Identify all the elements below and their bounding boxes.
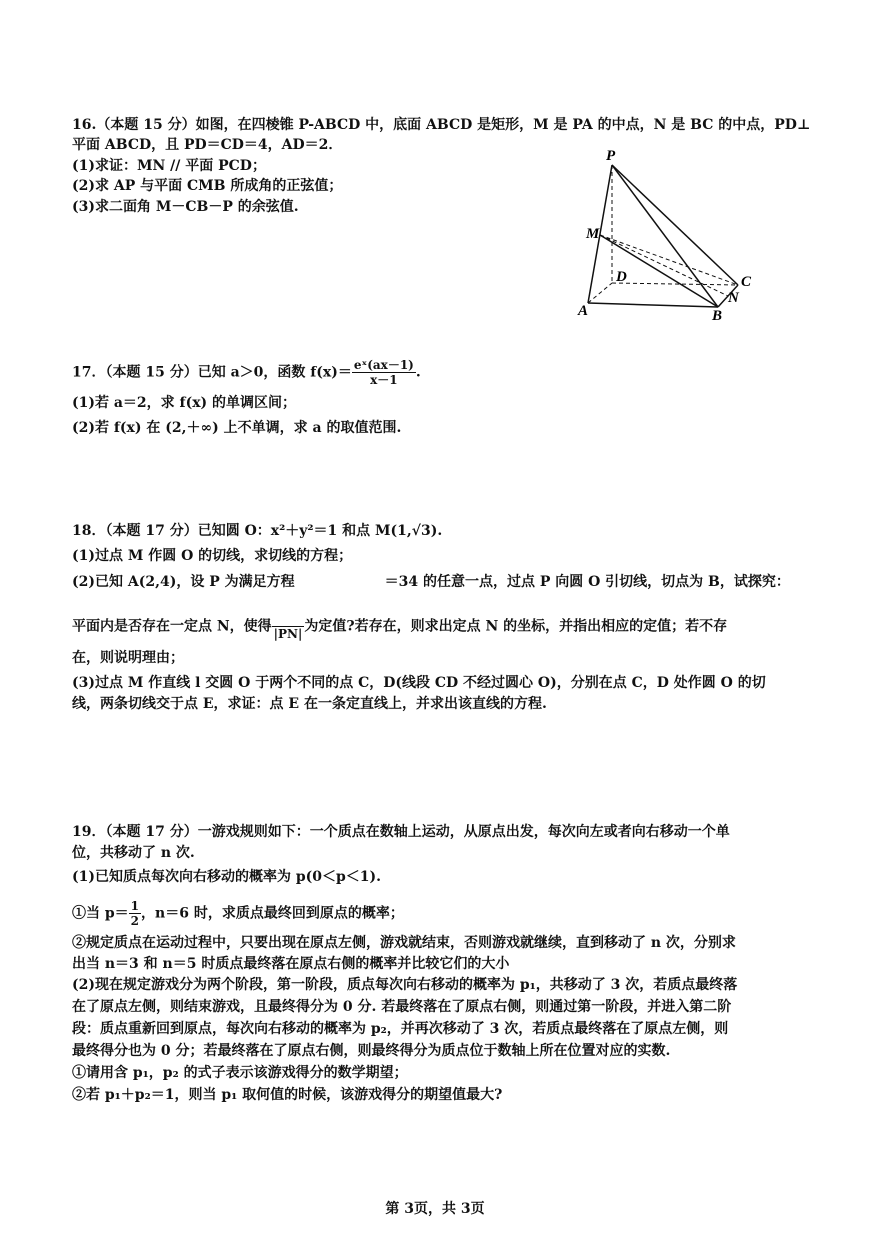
q16-line-1: 16.（本题 15 分）如图，在四棱锥 P-ABCD 中，底面 ABCD 是矩形，M 是 PA 的中点，N 是 BC 的中点，PD⊥ [72, 117, 811, 133]
q19-frac-den: 2 [130, 914, 140, 928]
q19-frac-num: 1 [130, 899, 140, 913]
q18-frac-num [272, 612, 305, 627]
q17-fraction [352, 358, 416, 387]
q19-part-1-a-post: ，n＝6 时，求质点最终回到原点的概率； [141, 905, 404, 922]
q16-part-1: (1)求证：MN // 平面 PCD； [72, 158, 266, 174]
label-B: B [712, 308, 723, 320]
segment-MN [600, 235, 728, 296]
q19-part-1-b-line-2: 出当 n＝3 和 n＝5 时质点最终落在原点右侧的概率并比较它们的大小 [72, 956, 510, 972]
edge-PC [612, 165, 738, 285]
q18-part-2-line-2-post: 为定值?若存在，则求出定点 N 的坐标，并指出相应的定值；若不存 [304, 618, 728, 635]
edge-DC [612, 283, 738, 285]
q18-fraction [272, 612, 305, 641]
q18-part-2-post: ＝34 的任意一点，过点 P 向圆 O 引切线，切点为 B，试探究： [384, 574, 790, 590]
q18-part-2-line-2-pre: 平面内是否存在一定点 N，使得 [72, 618, 272, 635]
q18-part-3-line-1: (3)过点 M 作直线 l 交圆 O 于两个不同的点 C，D(线段 CD 不经过圆心 O)，分别在点 C，D 处作圆 O 的切 [72, 675, 766, 691]
q19-part-1-b-line-1: ②规定质点在运动过程中，只要出现在原点左侧，游戏就结束，否则游戏就继续，直到移动了 n 次，分别求 [72, 935, 736, 951]
edge-PB [612, 165, 718, 307]
q18-part-2-line-1 [72, 572, 830, 592]
q16-line-2: 平面 ABCD，且 PD＝CD＝4，AD＝2． [72, 137, 343, 153]
q18-frac-den: |PN| [273, 627, 303, 641]
label-P: P [606, 148, 616, 164]
q19-part-2-line-4: 最终得分也为 0 分；若最终落在了原点右侧，则最终得分为质点位于数轴上所在位置对应的实数. [72, 1043, 671, 1059]
q16-part-2: (2)求 AP 与平面 CMB 所成角的正弦值； [72, 178, 343, 194]
q17-frac-den: x－1 [370, 373, 398, 387]
q19-line-1: 19．（本题 17 分）一游戏规则如下：一个质点在数轴上运动，从原点出发，每次向左或者向右移动一个单 [72, 824, 730, 840]
q18-part-2-line-2 [72, 612, 830, 641]
q17-part-2: (2)若 f(x) 在 (2,＋∞) 上不单调，求 a 的取值范围. [72, 420, 402, 436]
label-A: A [578, 303, 589, 319]
q19-part-2-b: ②若 p₁＋p₂＝1，则当 p₁ 取何值的时候，该游戏得分的期望值最大? [72, 1087, 503, 1103]
q17-part-1: (1)若 a＝2，求 f(x) 的单调区间； [72, 395, 297, 411]
label-C: C [741, 274, 752, 290]
edge-AB [588, 303, 718, 307]
q18-part-2-line-3: 在，则说明理由； [72, 650, 184, 666]
q18-part-3-line-2: 线，两条切线交于点 E，求证：点 E 在一条定直线上，并求出该直线的方程. [72, 696, 547, 712]
q17-frac-num: eˣ(ax－1) [353, 358, 414, 372]
q19-part-2-line-1: (2)现在规定游戏分为两个阶段，第一阶段，质点每次向右移动的概率为 p₁，共移动了 3 次，若质点最终落 [72, 977, 738, 993]
q17-line-1 [72, 358, 830, 387]
page-footer: 第 3页，共 3页 [385, 1201, 485, 1217]
q19-part-1-a-pre: ①当 p＝ [72, 905, 129, 922]
q19-line-2: 位，共移动了 n 次. [72, 845, 195, 861]
pyramid-figure [570, 145, 770, 320]
q17-stem: 17．（本题 15 分）已知 a＞0，函数 f(x)＝ [72, 364, 352, 381]
q19-part-2-a: ①请用含 p₁，p₂ 的式子表示该游戏得分的数学期望； [72, 1065, 408, 1081]
q18-line-1: 18．（本题 17 分）已知圆 O：x²＋y²＝1 和点 M(1,√3). [72, 523, 443, 539]
label-D: D [616, 269, 627, 285]
q18-part-1: (1)过点 M 作圆 O 的切线，求切线的方程； [72, 548, 353, 564]
q17-stem-end: . [415, 364, 421, 381]
q19-part-1-a [72, 899, 830, 928]
q19-part-2-line-2: 在了原点左侧，则结束游戏，且最终得分为 0 分. 若最终落在了原点右侧，则通过第一阶段，并进入第二阶 [72, 999, 732, 1015]
q16-part-3: (3)求二面角 M－CB－P 的余弦值. [72, 199, 299, 215]
q19-fraction [129, 899, 141, 928]
q19-part-2-line-3: 段：质点重新回到原点，每次向右移动的概率为 p₂，并再次移动了 3 次，若质点最终落在了原点左侧，则 [72, 1021, 729, 1037]
label-M: M [586, 226, 600, 242]
q19-part-1: (1)已知质点每次向右移动的概率为 p(0＜p＜1). [72, 869, 382, 885]
q18-part-2-pre: (2)已知 A(2,4)，设 P 为满足方程 [72, 574, 295, 590]
label-N: N [728, 290, 739, 306]
